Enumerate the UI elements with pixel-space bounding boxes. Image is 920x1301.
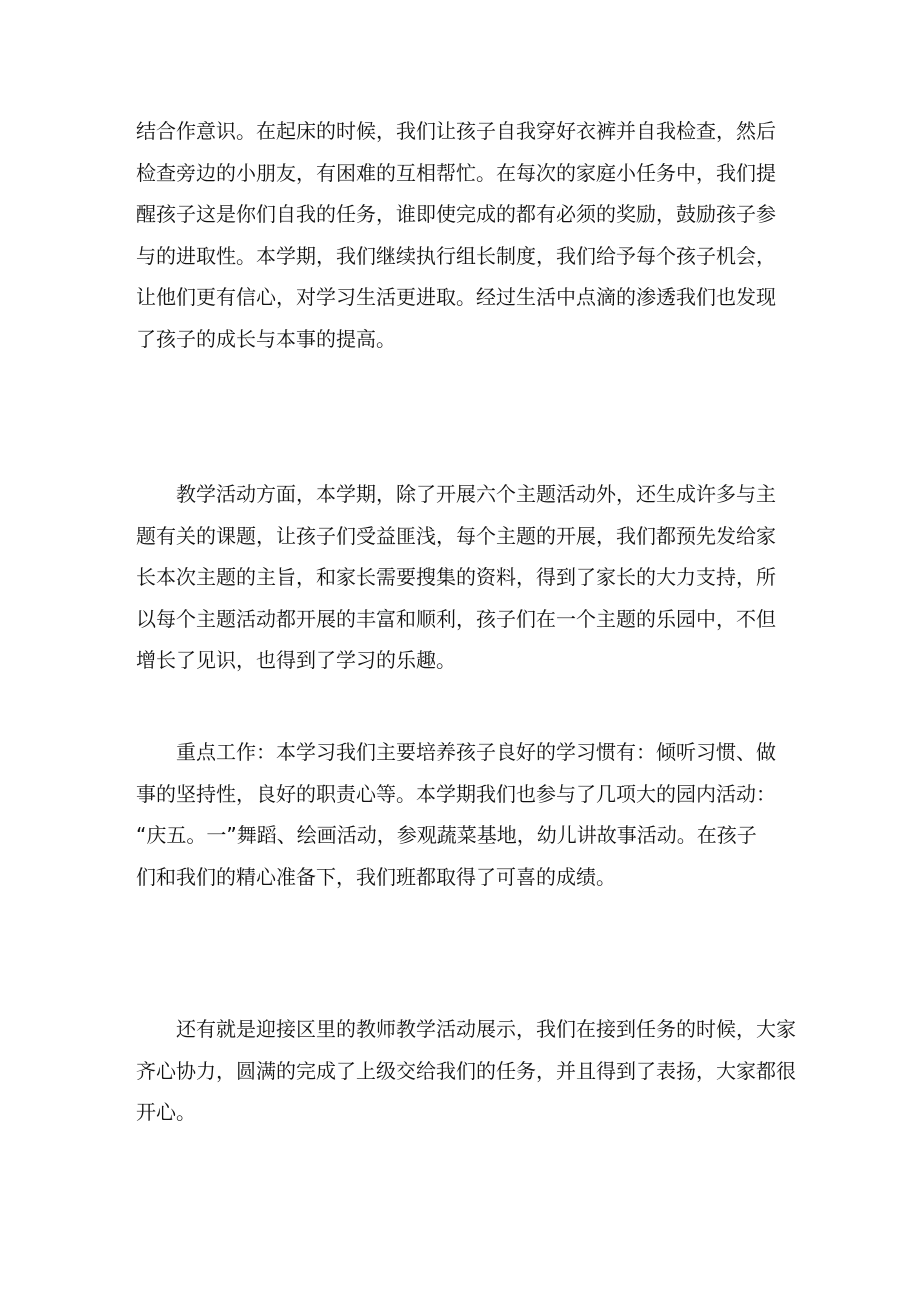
- text-line: 了孩子的成长与本事的提高。: [136, 326, 396, 351]
- text-line: 结合作意识。在起床的时候，我们让孩子自我穿好衣裤并自我检查，然后: [136, 119, 776, 143]
- text-line: 还有就是迎接区里的教师教学活动展示，我们在接到任务的时候，大家: [176, 1017, 796, 1041]
- text-line: 重点工作：本学习我们主要培养孩子良好的学习惯有：倾听习惯、做: [176, 740, 776, 764]
- text-line: 长本次主题的主旨，和家长需要搜集的资料，得到了家长的大力支持，所: [136, 565, 776, 589]
- text-line: 齐心协力，圆满的完成了上级交给我们的任务，并且得到了表扬，大家都很: [136, 1058, 796, 1083]
- text-line: 题有关的课题，让孩子们受益匪浅，每个主题的开展，我们都预先发给家: [136, 523, 776, 548]
- text-line: 事的坚持性，良好的职责心等。本学期我们也参与了几项大的园内活动：: [136, 781, 776, 806]
- paragraph-district-showcase: [136, 1009, 796, 1134]
- text-line: 们和我们的精心准备下，我们班都取得了可喜的成绩。: [136, 864, 616, 889]
- text-line: 与的进取性。本学期，我们继续执行组长制度，我们给予每个孩子机会，: [136, 243, 776, 268]
- paragraph-teaching-activities: [136, 474, 796, 682]
- text-line: “庆五。一”舞蹈、绘画活动，参观蔬菜基地，幼儿讲故事活动。在孩子: [136, 823, 757, 847]
- text-line: 让他们更有信心，对学习生活更进取。经过生活中点滴的渗透我们也发现: [136, 285, 776, 309]
- text-line: 以每个主题活动都开展的丰富和顺利，孩子们在一个主题的乐园中，不但: [136, 606, 776, 631]
- text-line: 教学活动方面，本学期，除了开展六个主题活动外，还生成许多与主: [176, 482, 776, 506]
- paragraph-key-work: [136, 732, 796, 898]
- paragraph-cooperation: [136, 111, 796, 360]
- text-line: 醒孩子这是你们自我的任务，谁即使完成的都有必须的奖励，鼓励孩子参: [136, 202, 776, 226]
- text-line: 开心。: [136, 1100, 196, 1124]
- text-line: 检查旁边的小朋友，有困难的互相帮忙。在每次的家庭小任务中，我们提: [136, 160, 776, 185]
- text-line: 增长了见识，也得到了学习的乐趣。: [136, 648, 456, 672]
